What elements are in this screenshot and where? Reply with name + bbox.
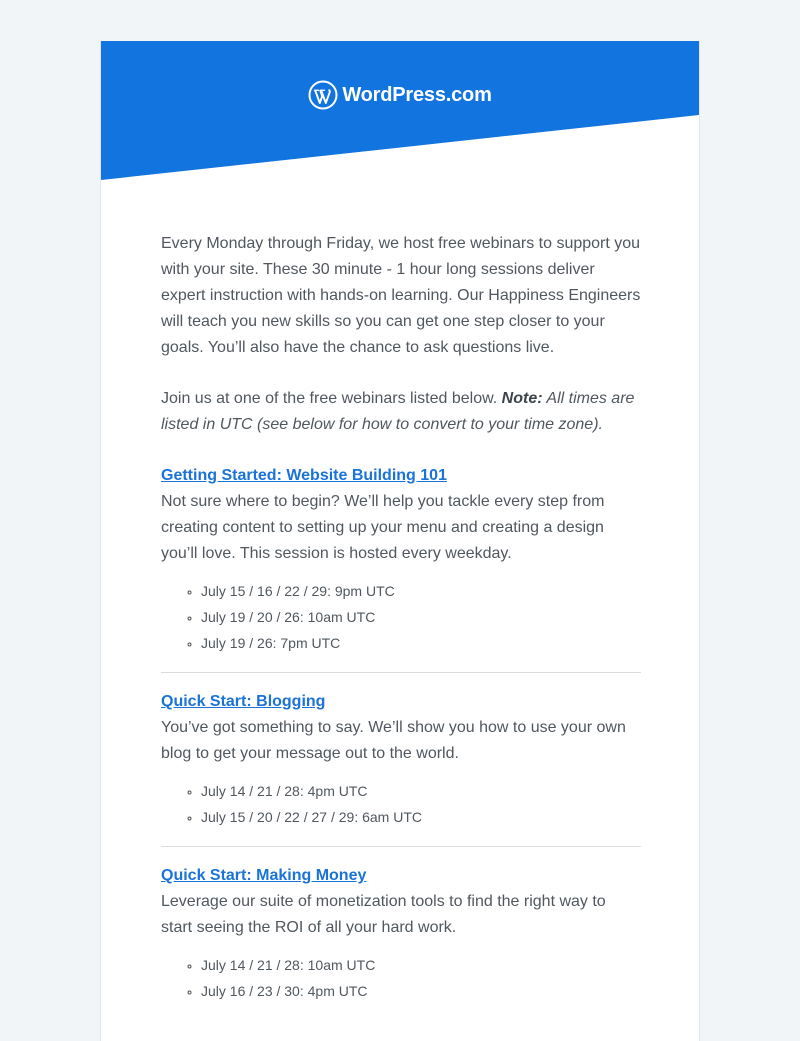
schedule-list bbox=[161, 778, 641, 830]
webinar-section bbox=[161, 689, 641, 847]
wordpress-logo[interactable] bbox=[101, 80, 699, 110]
webinar-link-blogging[interactable]: Quick Start: Blogging bbox=[161, 693, 326, 710]
email-body bbox=[161, 231, 641, 1004]
note-lead: Join us at one of the free webinars listed below. bbox=[161, 390, 502, 407]
schedule-list bbox=[161, 578, 641, 656]
email-header bbox=[101, 41, 699, 181]
schedule-item: ◦ July 19 / 20 / 26: 10am UTC bbox=[201, 604, 641, 630]
schedule-item: ◦ July 14 / 21 / 28: 10am UTC bbox=[201, 952, 641, 978]
webinar-title bbox=[161, 863, 641, 889]
header-banner bbox=[101, 41, 699, 181]
webinar-title bbox=[161, 463, 641, 489]
brand-name: WordPress.com bbox=[342, 83, 492, 106]
schedule-list bbox=[161, 952, 641, 1004]
schedule-item: ◦ July 15 / 20 / 22 / 27 / 29: 6am UTC bbox=[201, 804, 641, 830]
schedule-item: ◦ July 16 / 23 / 30: 4pm UTC bbox=[201, 978, 641, 1004]
webinar-section bbox=[161, 863, 641, 1004]
schedule-item: ◦ July 15 / 16 / 22 / 29: 9pm UTC bbox=[201, 578, 641, 604]
webinar-description: Not sure where to begin? We’ll help you tackle every step from creating content to setting up your menu and creating a design you’ll love. This session is hosted every weekday. bbox=[161, 493, 605, 562]
webinar-title bbox=[161, 689, 641, 715]
webinar-section bbox=[161, 463, 641, 673]
email-card bbox=[100, 41, 700, 1041]
webinar-description: You’ve got something to say. We’ll show you how to use your own blog to get your message out to the world. bbox=[161, 719, 626, 762]
wordpress-icon bbox=[308, 80, 338, 110]
schedule-item: ◦ July 19 / 26: 7pm UTC bbox=[201, 630, 641, 656]
note-paragraph bbox=[161, 386, 641, 438]
webinar-description: Leverage our suite of monetization tools to find the right way to start seeing the ROI of all your hard work. bbox=[161, 893, 606, 936]
webinar-link-website-building[interactable]: Getting Started: Website Building 101 bbox=[161, 467, 447, 484]
note-text: All times are listed in UTC (see below for how to convert to your time zone). bbox=[161, 390, 635, 433]
schedule-item: ◦ July 14 / 21 / 28: 4pm UTC bbox=[201, 778, 641, 804]
section-divider bbox=[161, 846, 641, 847]
section-divider bbox=[161, 672, 641, 673]
note-label: Note: bbox=[501, 390, 543, 407]
intro-paragraph: Every Monday through Friday, we host free webinars to support you with your site. These 30 minute - 1 hour long sessions deliver expert instruction with hands-on learning. Our Happiness Engineers will teach you new skills so you can get one step closer to your goals. You’ll also have the chance to ask questions live. bbox=[161, 235, 641, 356]
webinar-link-making-money[interactable]: Quick Start: Making Money bbox=[161, 867, 367, 884]
